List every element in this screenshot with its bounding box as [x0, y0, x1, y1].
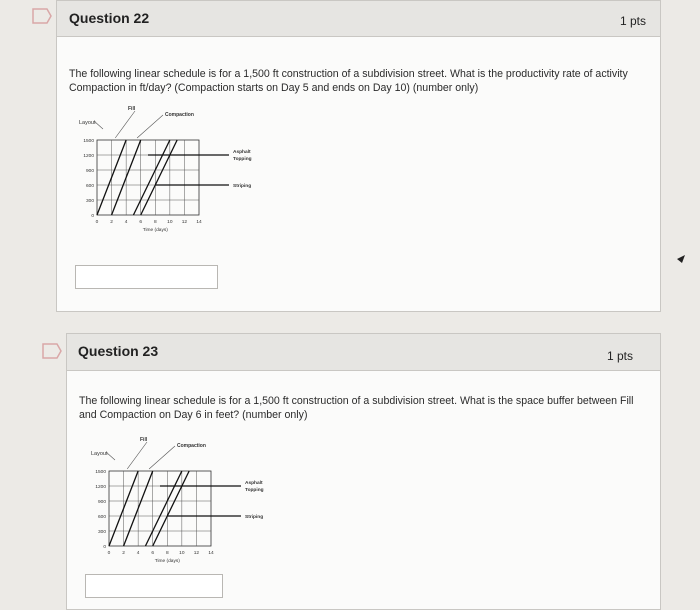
question-23-title: Question 23	[78, 343, 159, 359]
asphalt-label: Asphalt	[233, 150, 251, 155]
x-tick-label: 10	[167, 220, 173, 225]
x-tick-label: 0	[107, 551, 111, 556]
asphalt-label-2: Topping	[233, 157, 252, 162]
x-tick-label: 12	[193, 551, 200, 556]
x-tick-label: 2	[110, 220, 113, 225]
y-tick-label: 900	[97, 500, 106, 505]
x-tick-label: 2	[122, 551, 125, 556]
y-tick-label: 300	[97, 530, 106, 535]
asphalt-label-2: Topping	[245, 488, 264, 493]
flag-question-icon[interactable]	[31, 7, 53, 25]
fill-label: Fill	[128, 106, 136, 112]
y-tick-label: 1500	[95, 470, 106, 475]
compaction-line	[145, 471, 181, 546]
x-tick-label: 12	[181, 220, 188, 225]
y-tick-label: 600	[97, 515, 106, 520]
y-axis-label: Layout	[79, 120, 96, 126]
x-tick-label: 4	[124, 220, 128, 225]
x-tick-label: 6	[139, 220, 143, 225]
compaction-label: Compaction	[177, 443, 206, 449]
y-tick-label: 0	[91, 214, 94, 219]
linear-schedule-chart	[57, 97, 252, 247]
question-22-header	[57, 1, 660, 37]
compaction-line-2	[141, 140, 177, 215]
x-tick-label: 0	[95, 220, 99, 225]
flag-question-icon[interactable]	[41, 342, 63, 360]
mouse-cursor-icon	[676, 254, 686, 264]
question-23-card	[66, 333, 661, 610]
question-23-header	[67, 334, 660, 371]
x-tick-label: 8	[165, 551, 169, 556]
x-axis-label: Time (days)	[154, 559, 180, 564]
question-23-text: The following linear schedule is for a 1,500 ft construction of a subdivision street. What is the space buffer between Fill and Compaction on Day 6 in feet? (number only)	[79, 395, 634, 421]
question-22-answer-input[interactable]	[75, 265, 218, 289]
plot-frame	[109, 471, 211, 546]
asphalt-label: Asphalt	[245, 481, 263, 486]
compaction-line	[133, 140, 169, 215]
question-23-points: 1 pts	[606, 349, 633, 363]
question-22-title: Question 22	[69, 10, 150, 26]
x-tick-label: 8	[153, 220, 157, 225]
compaction-line-2	[153, 471, 189, 546]
striping-label: Striping	[245, 515, 264, 520]
y-axis-label: Layout	[91, 451, 108, 457]
y-tick-label: 300	[85, 199, 94, 204]
question-22-card	[56, 0, 661, 312]
plot-frame	[97, 140, 199, 215]
question-22-points: 1 pts	[619, 14, 646, 28]
striping-label: Striping	[233, 184, 252, 189]
y-tick-label: 1200	[83, 154, 94, 159]
linear-schedule-chart	[69, 428, 264, 578]
compaction-label: Compaction	[165, 112, 194, 118]
x-tick-label: 4	[136, 551, 140, 556]
question-22-text: The following linear schedule is for a 1,500 ft construction of a subdivision street. What is the productivity rate of activity Compaction in ft/day? (Compaction starts on Day 5 and ends on Day 10) (number only)	[69, 68, 628, 94]
y-tick-label: 600	[85, 184, 94, 189]
x-tick-label: 6	[151, 551, 155, 556]
y-tick-label: 900	[85, 169, 94, 174]
question-23-answer-input[interactable]	[85, 574, 223, 598]
x-tick-label: 14	[208, 551, 214, 556]
fill-label: Fill	[140, 437, 148, 443]
y-tick-label: 1500	[83, 139, 94, 144]
y-tick-label: 1200	[95, 485, 106, 490]
x-tick-label: 10	[179, 551, 185, 556]
x-axis-label: Time (days)	[142, 228, 168, 233]
y-tick-label: 0	[103, 545, 106, 550]
x-tick-label: 14	[196, 220, 202, 225]
